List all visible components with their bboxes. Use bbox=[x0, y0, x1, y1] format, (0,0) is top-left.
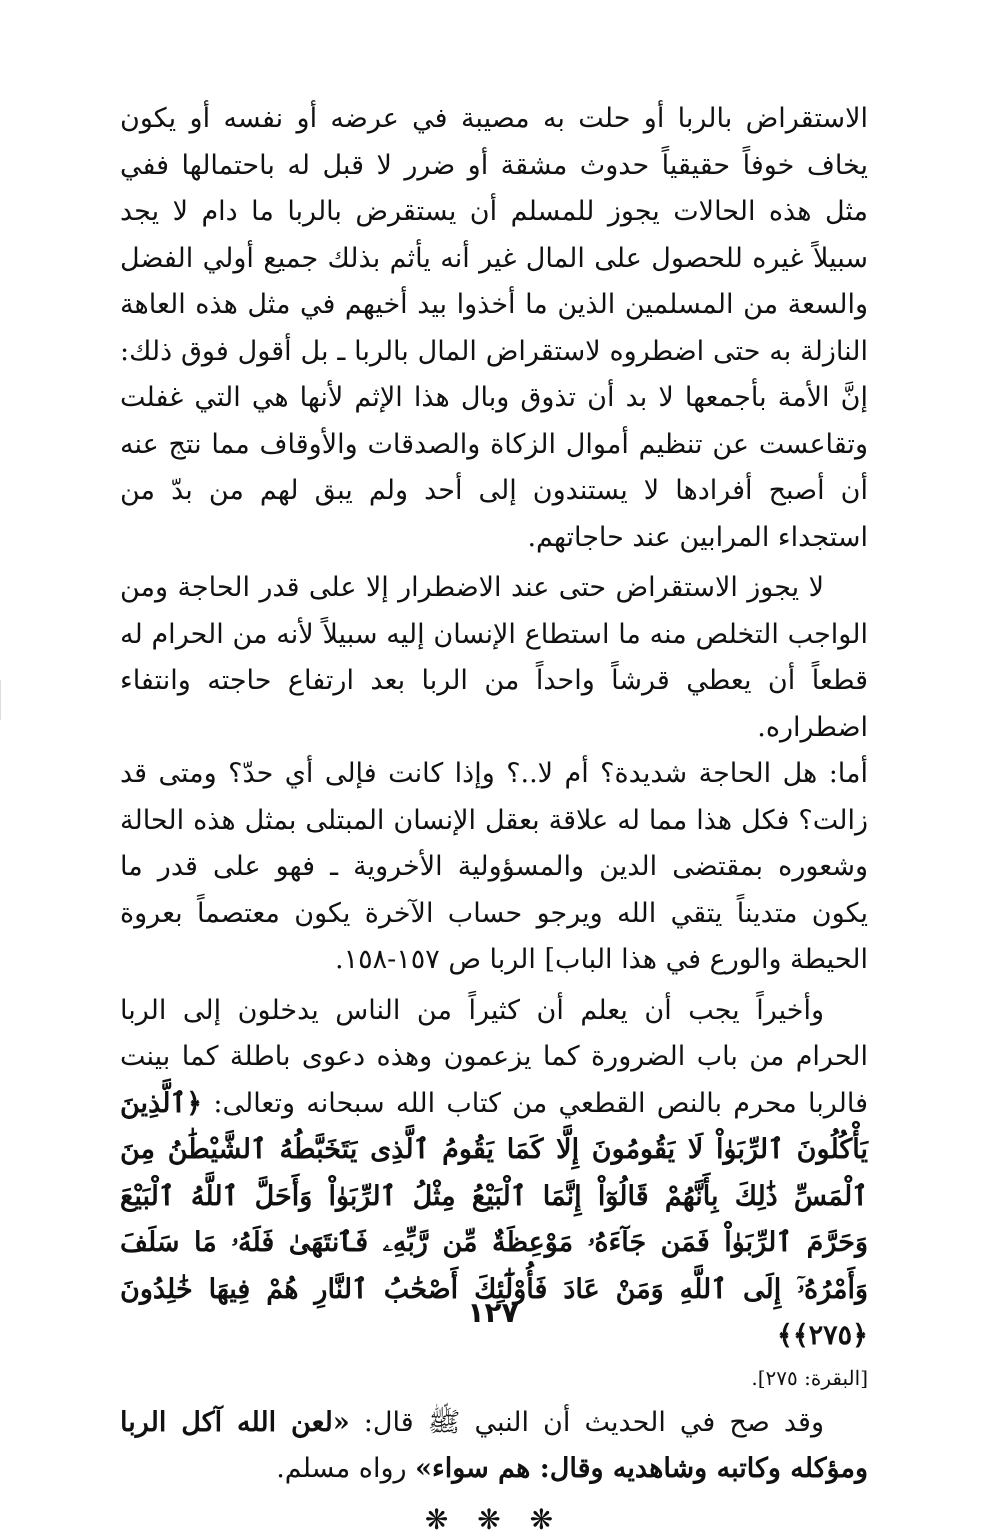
page-number: ١٢٧ bbox=[467, 1296, 519, 1329]
paragraph-2: لا يجوز الاستقراض حتى عند الاضطرار إلا على قدر الحاجة ومن الواجب التخلص منه ما استطاع الإنسان إليه سبيلاً لأنه من الحرام له قطعاً أن يعطي قرشاً واحداً من الربا بعد ارتفاع حاجته وانتفاء اضطراره. bbox=[120, 572, 868, 743]
hadith-intro: وقد صح في الحديث أن النبي ﷺ قال: bbox=[349, 1406, 824, 1438]
hadith-narrator: رواه مسلم. bbox=[276, 1453, 416, 1484]
hadith-paragraph bbox=[120, 1400, 868, 1493]
paragraph-1: الاستقراض بالربا أو حلت به مصيبة في عرضه أو نفسه أو يكون يخاف خوفاً حقيقياً حدوث مشقة أو ضرر لا قبل له باحتمالها ففي مثل هذه الحالات يجوز للمسلم أن يستقرض بالربا ما دام لا يجد سبيلاً غيره للحصول على المال غير أنه يأثم بذلك جميع أولي الفضل والسعة من المسلمين الذين ما أخذوا بيد أخيهم في مثل هذه العاهة النازلة به حتى اضطروه لاستقراض المال بالربا ـ بل أقول فوق ذلك: إنَّ الأمة بأجمعها لا بد أن تذوق وبال هذا الإثم لأنها هي التي غفلت وتقاعست عن تنظيم أموال الزكاة والصدقات والأوقاف مما نتج عنه أن أصبح أفرادها لا يستندون إلى أحد ولم يبق لهم من بدّ من استجداء المرابين عند حاجاتهم. bbox=[120, 103, 868, 553]
hadith-text: «لعن الله آكل الربا ومؤكله وكاتبه وشاهديه وقال: هم سواء» bbox=[120, 1406, 868, 1484]
final-intro-text: وأخيراً يجب أن يعلم أن كثيراً من الناس يدخلون إلى الربا الحرام من باب الضرورة كما يزعمون وهذه دعوى باطلة كما بينت فالربا محرم بالنص القطعي من كتاب الله سبحانه وتعالى: bbox=[120, 994, 868, 1119]
scan-edge-mark bbox=[0, 680, 1, 720]
paragraph-3: أما: هل الحاجة شديدة؟ أم لا..؟ وإذا كانت فإلى أي حدّ؟ ومتى قد زالت؟ فكل هذا مما له علاقة بعقل الإنسان المبتلى بمثل هذه الحالة وشعوره بمقتضى الدين والمسؤولية الأخروية ـ فهو على قدر ما يكون متديناً يتقي الله ويرجو حساب الآخرة يكون معتصماً بعروة الحيطة والورع في هذا الباب] الربا ص ١٥٧-١٥٨. bbox=[120, 758, 868, 975]
section-separator: ❋ ❋ ❋ bbox=[424, 1502, 564, 1536]
quran-verse: ﴿ٱلَّذِينَ يَأْكُلُونَ ٱلرِّبَوٰاْ لَا يَقُومُونَ إِلَّا كَمَا يَقُومُ ٱلَّذِى يَتَخَبَّطُهُ ٱلشَّيْطَٰنُ مِنَ ٱلْمَسِّ ذَٰلِكَ بِأَنَّهُمْ قَالُوٓاْ إِنَّمَا ٱلْبَيْعُ مِثْلُ ٱلرِّبَوٰاْ وَأَحَلَّ ٱللَّهُ ٱلْبَيْعَ وَحَرَّمَ ٱلرِّبَوٰاْ فَمَن جَآءَهُۥ مَوْعِظَةٌ مِّن رَّبِّهِۦ فَٱنتَهَىٰ فَلَهُۥ مَا سَلَفَ وَأَمْرُهُۥٓ إِلَى ٱللَّهِ وَمَنْ عَادَ فَأُوْلَٰٓئِكَ أَصْحَٰبُ ٱلنَّارِ هُمْ فِيهَا خَٰلِدُونَ ﴿٢٧٥﴾﴾ bbox=[120, 1087, 868, 1351]
verse-source: [البقرة: ٢٧٥]. bbox=[751, 1365, 868, 1390]
